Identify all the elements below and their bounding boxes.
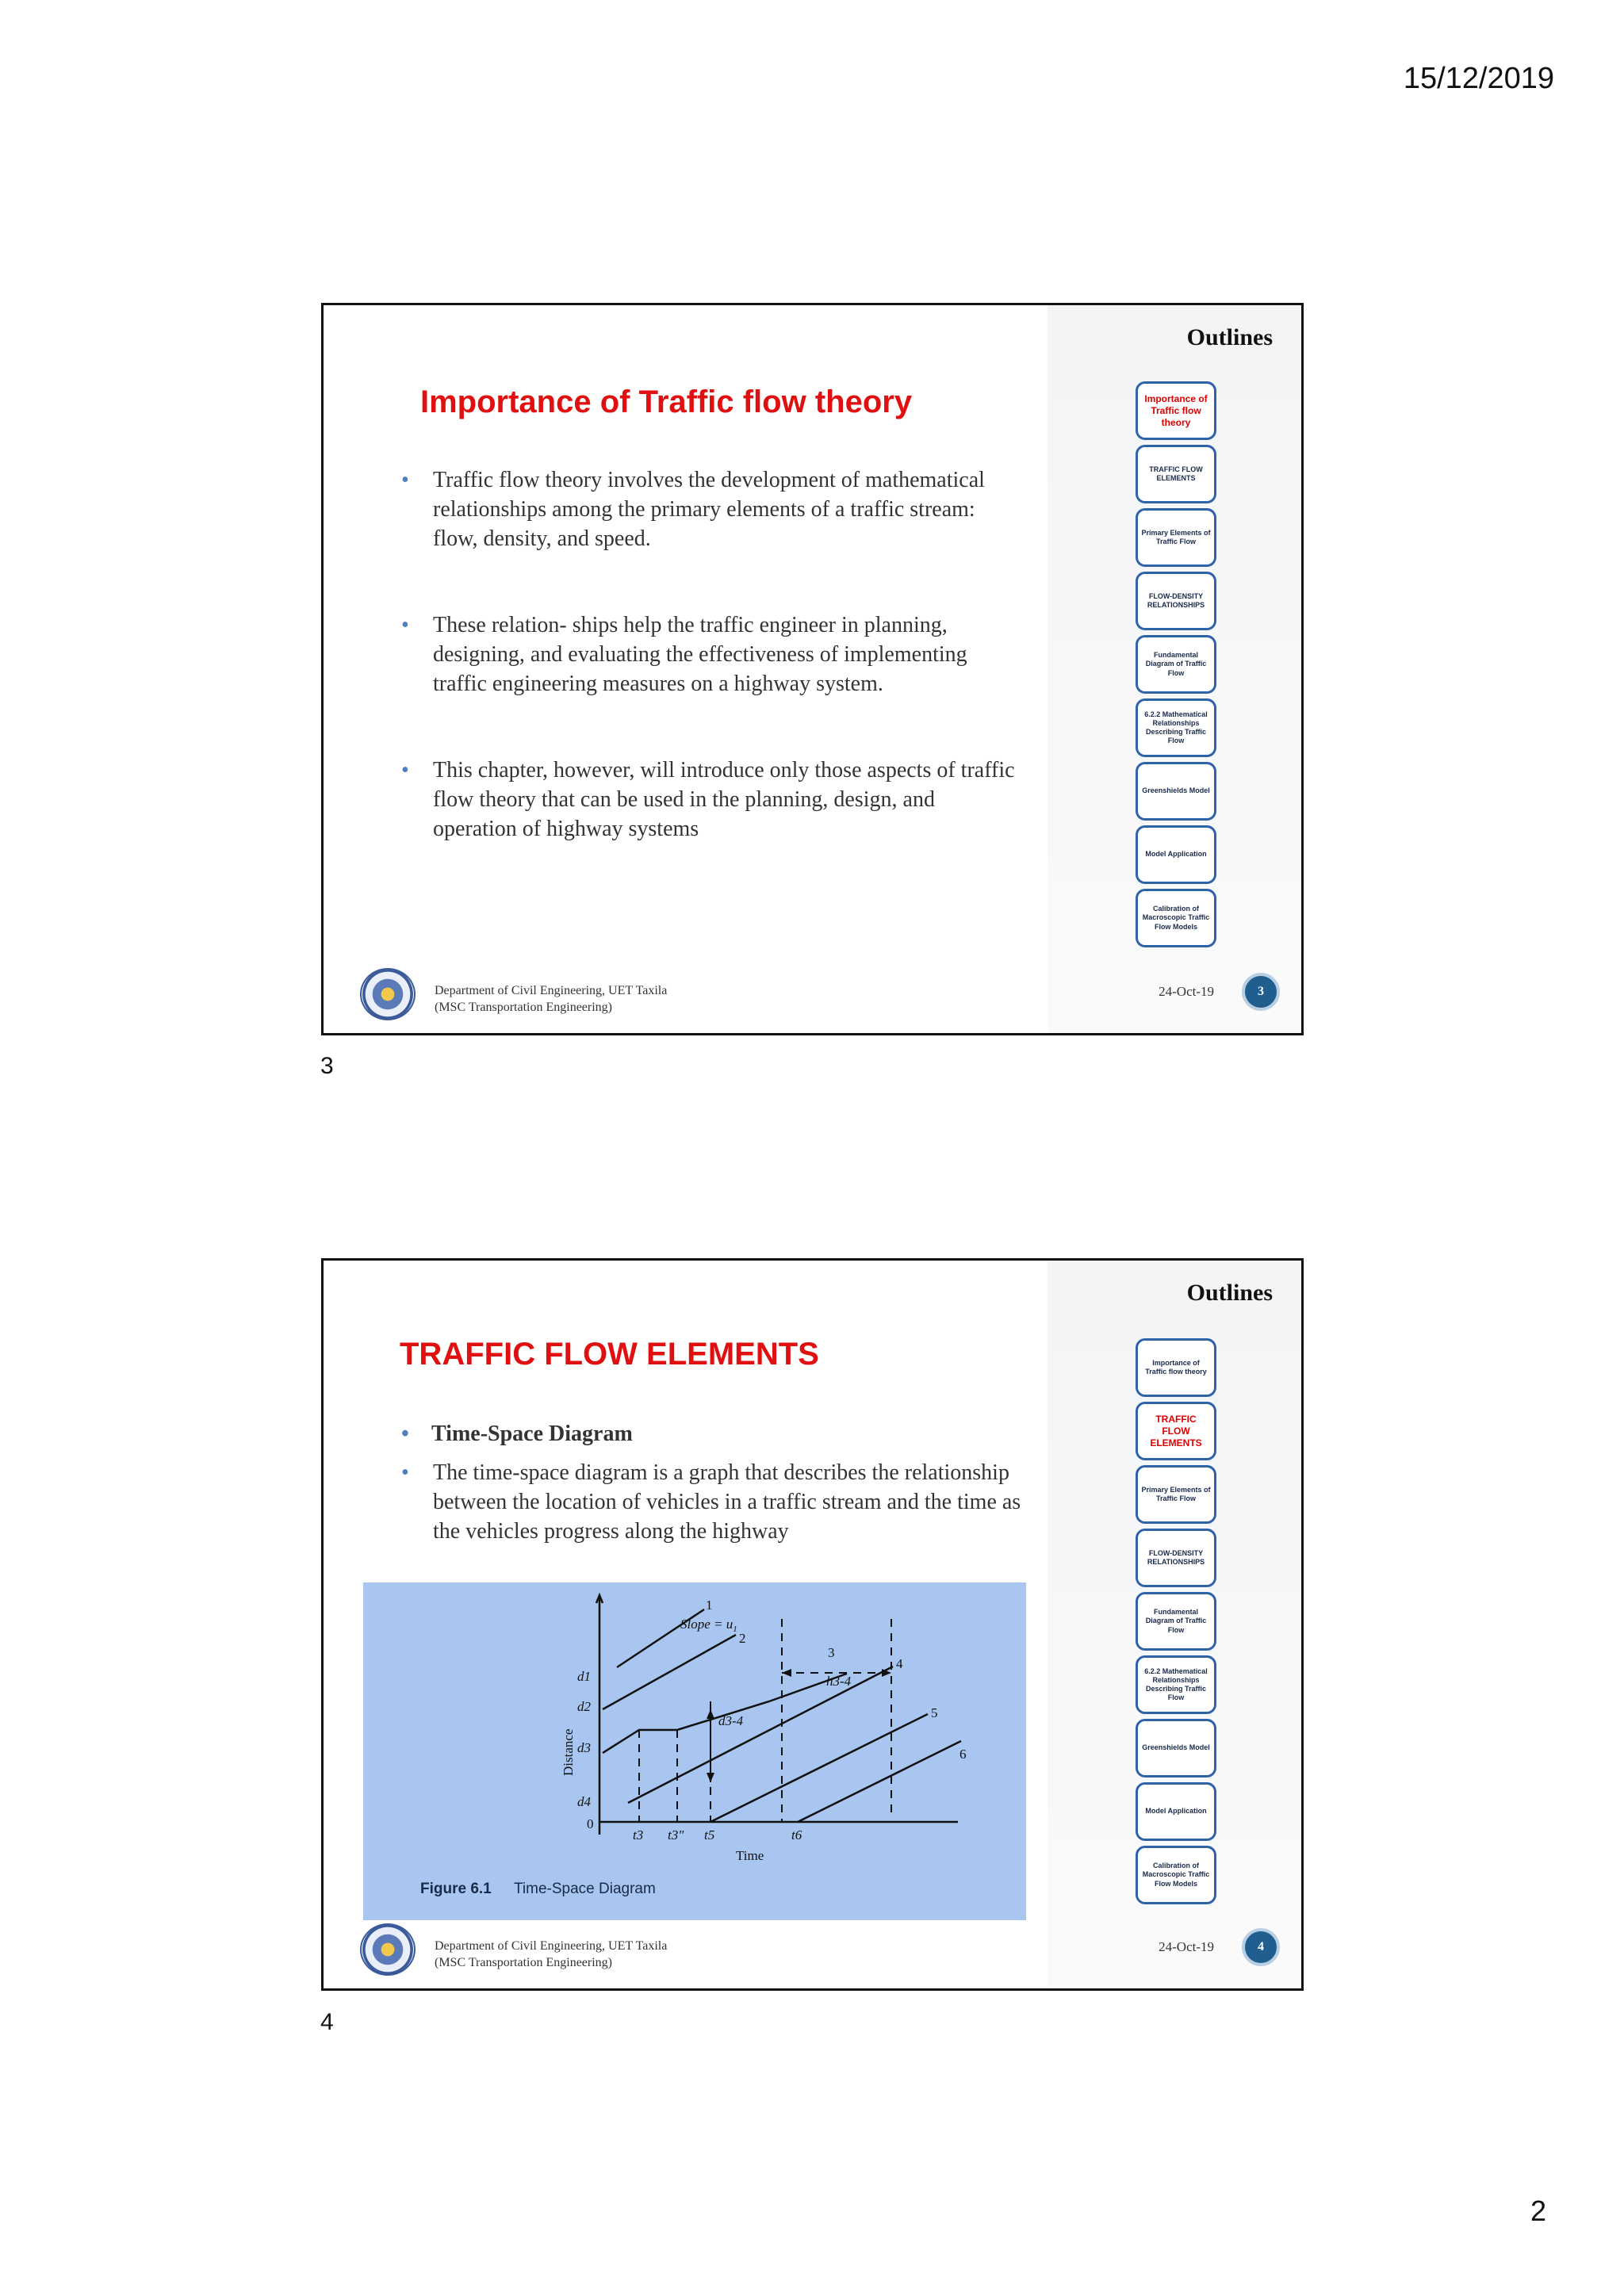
slide-3: [321, 303, 1304, 1035]
outline-item-greenshields[interactable]: Greenshields Model: [1136, 1719, 1216, 1777]
vehicle-label: 1: [706, 1598, 713, 1613]
footer-date: 24-Oct-19: [1159, 1939, 1214, 1954]
vehicle-label: 4: [896, 1656, 903, 1671]
slide-4: [321, 1258, 1304, 1991]
spacing-label: d3-4: [718, 1713, 744, 1728]
slide-title: Importance of Traffic flow theory: [420, 385, 913, 419]
footer-department-line: Department of Civil Engineering, UET Taxila: [435, 984, 668, 997]
outline-item-primary-elements[interactable]: Primary Elements of Traffic Flow: [1136, 508, 1216, 567]
outline-item-primary-elements[interactable]: Primary Elements of Traffic Flow: [1136, 1465, 1216, 1524]
outlines-heading: Outlines: [1186, 324, 1273, 350]
outline-item-mathematical-relationships[interactable]: 6.2.2 Mathematical Relationships Describing Traffic Flow: [1136, 1655, 1216, 1714]
slide-label: 4: [320, 2009, 334, 2035]
time-space-diagram-figure: [363, 1582, 1026, 1920]
outline-item-fundamental-diagram[interactable]: Fundamental Diagram of Traffic Flow: [1136, 1592, 1216, 1651]
footer-department-line: (MSC Transportation Engineering): [435, 1001, 612, 1014]
bullet-item: • Traffic flow theory involves the development of mathematical relationships among the primary elements of a traffic stream: flow, density, and speed.: [387, 465, 1021, 553]
slide-number-badge: 3: [1242, 973, 1280, 1011]
d-label: d3: [577, 1740, 591, 1755]
slide-label: 3: [320, 1053, 334, 1079]
university-logo-icon: [360, 1923, 416, 1976]
outlines-heading: Outlines: [1186, 1280, 1273, 1306]
bullet-list: [387, 1419, 1021, 1546]
footer-department: [435, 982, 667, 1016]
slope-label-text: Slope = u: [680, 1617, 733, 1632]
d-label: d2: [577, 1699, 591, 1714]
outline-item-greenshields[interactable]: Greenshields Model: [1136, 762, 1216, 821]
outline-list: [1136, 381, 1216, 952]
outline-item-fundamental-diagram[interactable]: Fundamental Diagram of Traffic Flow: [1136, 635, 1216, 694]
footer-department-line: Department of Civil Engineering, UET Taxila: [435, 1939, 668, 1953]
slope-label: [680, 1617, 737, 1634]
origin-label: 0: [587, 1816, 594, 1831]
outline-item-importance[interactable]: Importance of Traffic flow theory: [1136, 1338, 1216, 1397]
bullet-item: • The time-space diagram is a graph that describes the relationship between the location of vehicles in a traffic stream and the time as the vehicles progress along the highway: [387, 1458, 1021, 1546]
page-date: 15/12/2019: [1403, 62, 1554, 95]
outline-item-calibration[interactable]: Calibration of Macroscopic Traffic Flow Models: [1136, 889, 1216, 947]
university-logo-icon: [360, 968, 416, 1020]
vehicle-label: 5: [931, 1705, 938, 1720]
page-number: 2: [1530, 2195, 1546, 2227]
outline-item-flow-density[interactable]: FLOW-DENSITY RELATIONSHIPS: [1136, 1529, 1216, 1587]
outline-item-mathematical-relationships[interactable]: 6.2.2 Mathematical Relationships Describing Traffic Flow: [1136, 698, 1216, 757]
vehicle-label: 3: [828, 1645, 835, 1660]
bullet-list: [387, 465, 1021, 844]
t-label: t3: [633, 1827, 644, 1843]
headway-label: h3-4: [826, 1674, 852, 1689]
footer-department: [435, 1938, 667, 1971]
slide-number-badge: 4: [1242, 1928, 1280, 1966]
d-label: d1: [577, 1669, 591, 1684]
arrowhead-icon: [782, 1669, 791, 1677]
outline-item-flow-density[interactable]: FLOW-DENSITY RELATIONSHIPS: [1136, 572, 1216, 630]
outline-item-model-application[interactable]: Model Application: [1136, 825, 1216, 884]
footer-date: 24-Oct-19: [1159, 984, 1214, 999]
figure-caption-label: Figure 6.1: [420, 1881, 492, 1897]
bullet-item: • These relation- ships help the traffic engineer in planning, designing, and evaluating the effectiveness of implementing traffic engineering measures on a highway system.: [387, 610, 1021, 698]
outline-item-traffic-flow-elements[interactable]: TRAFFIC FLOW ELEMENTS: [1136, 1402, 1216, 1460]
time-space-diagram: [363, 1582, 1026, 1920]
y-axis-label: Distance: [561, 1728, 576, 1776]
slide-title: TRAFFIC FLOW ELEMENTS: [400, 1337, 819, 1372]
t-label: t5: [704, 1827, 715, 1843]
t-label: t3": [668, 1827, 684, 1843]
outline-item-traffic-flow-elements[interactable]: TRAFFIC FLOW ELEMENTS: [1136, 445, 1216, 503]
bullet-item: • This chapter, however, will introduce only those aspects of traffic flow theory that can be used in the planning, design, and operation of highway systems: [387, 756, 1021, 844]
t-label: t6: [791, 1827, 802, 1843]
vehicle-label: 6: [959, 1747, 967, 1762]
bullet-heading: • Time-Space Diagram: [387, 1419, 1021, 1448]
trajectory-2: [603, 1635, 736, 1709]
x-axis-label: Time: [736, 1848, 764, 1863]
outline-item-model-application[interactable]: Model Application: [1136, 1782, 1216, 1841]
trajectory-6: [798, 1741, 961, 1822]
d-label: d4: [577, 1794, 591, 1809]
slope-subscript: 1: [733, 1624, 737, 1634]
trajectory-4: [628, 1667, 893, 1803]
trajectory-5: [710, 1714, 928, 1822]
outline-item-importance[interactable]: Importance of Traffic flow theory: [1136, 381, 1216, 440]
footer-department-line: (MSC Transportation Engineering): [435, 1956, 612, 1969]
figure-caption-text: Time-Space Diagram: [514, 1881, 656, 1897]
vehicle-label: 2: [739, 1631, 746, 1646]
outline-list: [1136, 1338, 1216, 1909]
outline-item-calibration[interactable]: Calibration of Macroscopic Traffic Flow Models: [1136, 1846, 1216, 1904]
